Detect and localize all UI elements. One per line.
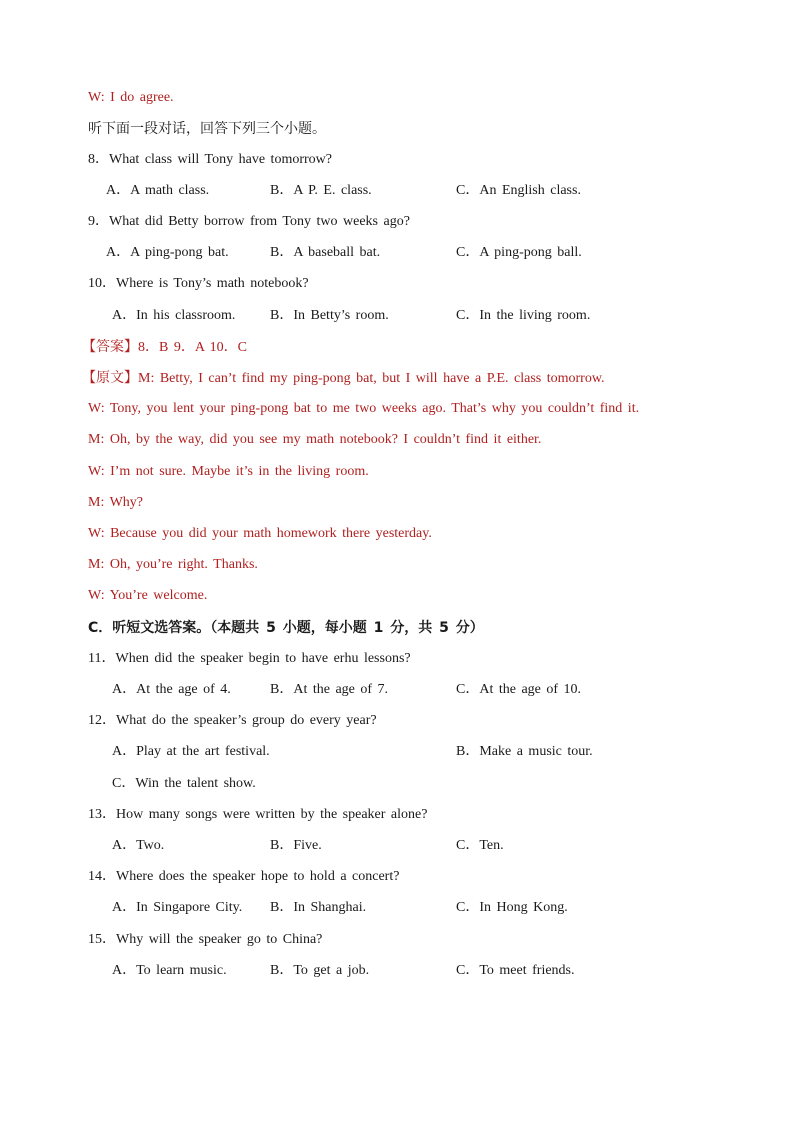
q10-option-b: B．In Betty’s room.: [270, 308, 389, 323]
question-9: 9．What did Betty borrow from Tony two weeks ago?: [88, 214, 410, 229]
script-line-6: W: Because you did your math homework there yesterday.: [88, 526, 432, 541]
section-c-heading: C．听短文选答案。（本题共 5 小题，每小题 1 分，共 5 分）: [88, 620, 484, 636]
question-10: 10．Where is Tony’s math notebook?: [88, 276, 309, 291]
script-tag: 【原文】: [82, 370, 138, 386]
q12-option-a: A．Play at the art festival.: [112, 744, 270, 759]
question-8: 8．What class will Tony have tomorrow?: [88, 152, 332, 167]
q12-option-b: B．Make a music tour.: [456, 744, 593, 759]
q10-option-a: A．In his classroom.: [112, 308, 236, 323]
q15-option-c: C．To meet friends.: [456, 963, 575, 978]
q13-option-b: B．Five.: [270, 838, 322, 853]
script-line-4: W: I’m not sure. Maybe it’s in the living room.: [88, 464, 369, 479]
script-text-1: M: Betty, I can’t find my ping-pong bat, but I will have a P.E. class tomorrow.: [138, 371, 605, 386]
script-line-8: W: You’re welcome.: [88, 588, 208, 603]
q14-option-c: C．In Hong Kong.: [456, 900, 568, 915]
q11-option-b: B．At the age of 7.: [270, 682, 389, 697]
q13-option-a: A．Two.: [112, 838, 165, 853]
q9-option-b: B．A baseball bat.: [270, 245, 381, 260]
question-15: 15．Why will the speaker go to China?: [88, 932, 323, 947]
listening-instruction: 听下面一段对话，回答下列三个小题。: [88, 121, 326, 137]
q13-option-c: C．Ten.: [456, 838, 504, 853]
q15-option-a: A．To learn music.: [112, 963, 227, 978]
q15-option-b: B．To get a job.: [270, 963, 370, 978]
q8-option-c: C．An English class.: [456, 183, 581, 198]
q9-option-a: A．A ping-pong bat.: [106, 245, 229, 260]
question-14: 14．Where does the speaker hope to hold a concert?: [88, 869, 400, 884]
dialogue-line-w-agree: W: I do agree.: [88, 90, 174, 105]
q9-option-c: C．A ping-pong ball.: [456, 245, 582, 260]
answer-text: 8．B 9．A 10．C: [138, 340, 248, 355]
script-line-3: M: Oh, by the way, did you see my math notebook? I couldn’t find it either.: [88, 432, 542, 447]
question-13: 13．How many songs were written by the speaker alone?: [88, 807, 428, 822]
script-line-1: [82, 369, 605, 387]
q10-option-c: C．In the living room.: [456, 308, 591, 323]
script-line-2: W: Tony, you lent your ping-pong bat to me two weeks ago. That’s why you couldn’t find it.: [88, 401, 640, 416]
script-line-5: M: Why?: [88, 495, 144, 510]
q11-option-a: A．At the age of 4.: [112, 682, 231, 697]
q8-option-b: B．A P. E. class.: [270, 183, 372, 198]
q11-option-c: C．At the age of 10.: [456, 682, 582, 697]
q14-option-b: B．In Shanghai.: [270, 900, 367, 915]
script-line-7: M: Oh, you’re right. Thanks.: [88, 557, 258, 572]
answer-line: [82, 338, 247, 356]
q12-option-c: C．Win the talent show.: [112, 776, 256, 791]
question-11: 11．When did the speaker begin to have erhu lessons?: [88, 651, 411, 666]
answer-tag: 【答案】: [82, 339, 138, 355]
q8-option-a: A．A math class.: [106, 183, 210, 198]
q14-option-a: A．In Singapore City.: [112, 900, 243, 915]
question-12: 12．What do the speaker’s group do every year?: [88, 713, 377, 728]
